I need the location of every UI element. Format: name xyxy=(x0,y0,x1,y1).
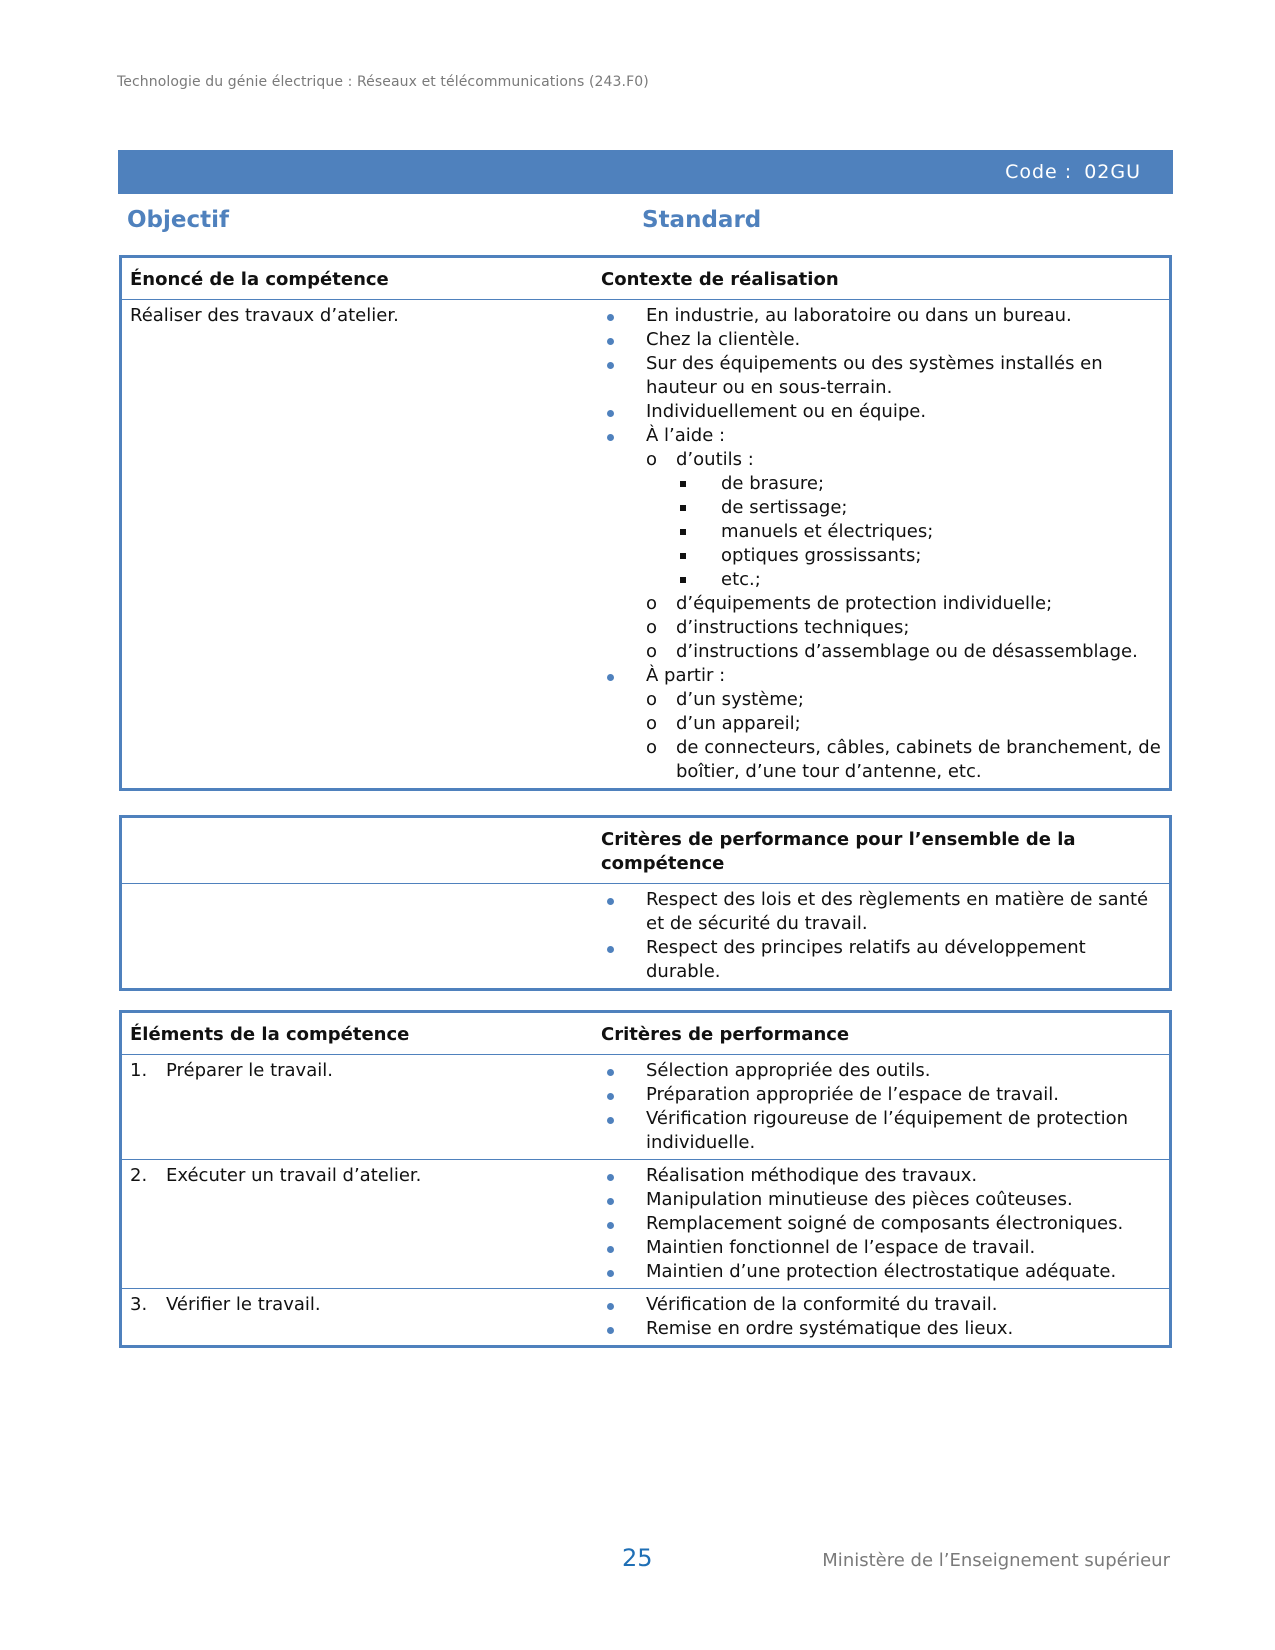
sublist-item: o d’un système; xyxy=(646,689,804,710)
empty-header-cell xyxy=(121,817,594,884)
sublist-item: o de connecteurs, câbles, cabinets de branchement, de boîtier, d’une tour d’antenne, etc. xyxy=(646,737,1161,782)
bullet-icon xyxy=(607,362,614,369)
column-header-criteres-ensemble: Critères de performance pour l’ensemble de la compétence xyxy=(593,817,1171,884)
list-item: En industrie, au laboratoire ou dans un bureau. xyxy=(601,304,1161,328)
criteres-cell xyxy=(593,1055,1171,1160)
list-item: Maintien d’une protection électrostatique adéquate. xyxy=(601,1260,1161,1284)
code-value: 02GU xyxy=(1084,161,1141,183)
competence-table xyxy=(119,255,1172,791)
table-row xyxy=(121,1160,1171,1289)
running-header: Technologie du génie électrique : Réseaux et télécommunications (243.F0) xyxy=(117,74,649,90)
code-label: Code : xyxy=(1005,161,1073,183)
circle-marker-icon: o xyxy=(646,737,658,758)
bullet-icon xyxy=(607,1069,614,1076)
bullet-icon xyxy=(607,434,614,441)
list-item: Manipulation minutieuse des pièces coûteuses. xyxy=(601,1188,1161,1212)
circle-marker-icon: o xyxy=(646,713,658,734)
table-row xyxy=(121,1289,1171,1347)
section-title-objectif: Objectif xyxy=(127,207,230,233)
bullet-icon xyxy=(607,1222,614,1229)
sublist-item: de sertissage; xyxy=(676,496,1161,520)
element-cell: 1. Préparer le travail. xyxy=(130,1060,333,1081)
table-header-row xyxy=(121,1012,1171,1055)
course-code xyxy=(993,161,1141,183)
circle-marker-icon: o xyxy=(646,449,658,470)
bullet-icon xyxy=(607,1198,614,1205)
contexte-cell xyxy=(593,300,1171,790)
aide-sublist xyxy=(646,448,1161,664)
list-item: Individuellement ou en équipe. xyxy=(601,400,1161,424)
bullet-icon xyxy=(607,898,614,905)
empty-cell xyxy=(121,884,594,990)
list-item: À l’aide : o d’outils : de brasure; de sertissage; manuels et électriques; optiques grossissants; etc.; o d’équipements de protection individuelle; o d’instructions techniques; o d’instructions d’assemblage ou de désassemblage. xyxy=(601,424,1161,664)
table-header-row xyxy=(121,257,1171,300)
bullet-icon xyxy=(607,1270,614,1277)
criteres-list xyxy=(601,888,1161,984)
list-item: Respect des principes relatifs au développement durable. xyxy=(601,936,1161,984)
sublist-item: o d’équipements de protection individuelle; xyxy=(646,593,1053,614)
bullet-icon xyxy=(607,410,614,417)
criteres-cell xyxy=(593,884,1171,990)
list-item: Sélection appropriée des outils. xyxy=(601,1059,1161,1083)
list-item: Vérification de la conformité du travail. xyxy=(601,1293,1161,1317)
square-bullet-icon xyxy=(680,481,686,487)
square-bullet-icon xyxy=(680,529,686,535)
sublist-item: o d’un appareil; xyxy=(646,713,801,734)
partir-sublist xyxy=(646,688,1161,784)
footer-organization: Ministère de l’Enseignement supérieur xyxy=(822,1550,1170,1571)
list-item: Réalisation méthodique des travaux. xyxy=(601,1164,1161,1188)
criteres-cell xyxy=(593,1160,1171,1289)
element-cell: 3. Vérifier le travail. xyxy=(121,1289,594,1347)
column-header-contexte: Contexte de réalisation xyxy=(593,257,1171,300)
square-bullet-icon xyxy=(680,505,686,511)
circle-marker-icon: o xyxy=(646,617,658,638)
table-header-row xyxy=(121,817,1171,884)
list-item: Respect des lois et des règlements en matière de santé et de sécurité du travail. xyxy=(601,888,1161,936)
circle-marker-icon: o xyxy=(646,689,658,710)
table-row xyxy=(121,1055,1171,1160)
list-item: Sur des équipements ou des systèmes installés en hauteur ou en sous-terrain. xyxy=(601,352,1161,400)
elements-table xyxy=(119,1010,1172,1348)
section-title-standard: Standard xyxy=(642,207,762,233)
bullet-icon xyxy=(607,1174,614,1181)
list-item: Chez la clientèle. xyxy=(601,328,1161,352)
bullet-icon xyxy=(607,338,614,345)
table-row xyxy=(121,300,1171,790)
criteres-list xyxy=(601,1293,1161,1341)
sublist-item: o d’instructions techniques; xyxy=(646,617,910,638)
criteres-list xyxy=(601,1059,1161,1155)
list-item: Remise en ordre systématique des lieux. xyxy=(601,1317,1161,1341)
contexte-list xyxy=(601,304,1161,784)
sublist-item: manuels et électriques; xyxy=(676,520,1161,544)
global-criteria-table xyxy=(119,815,1172,991)
list-item: Maintien fonctionnel de l’espace de travail. xyxy=(601,1236,1161,1260)
bullet-icon xyxy=(607,314,614,321)
code-banner xyxy=(118,150,1173,194)
list-item: Préparation appropriée de l’espace de travail. xyxy=(601,1083,1161,1107)
square-bullet-icon xyxy=(680,553,686,559)
bullet-icon xyxy=(607,1093,614,1100)
page-number: 25 xyxy=(622,1544,653,1572)
criteres-cell xyxy=(593,1289,1171,1347)
column-header-criteres: Critères de performance xyxy=(593,1012,1171,1055)
sublist-item: o d’instructions d’assemblage ou de désassemblage. xyxy=(646,641,1138,662)
list-item: Remplacement soigné de composants électroniques. xyxy=(601,1212,1161,1236)
bullet-icon xyxy=(607,946,614,953)
sublist-item: optiques grossissants; xyxy=(676,544,1161,568)
enonce-text: Réaliser des travaux d’atelier. xyxy=(130,305,399,326)
sublist-item: de brasure; xyxy=(676,472,1161,496)
square-bullet-icon xyxy=(680,577,686,583)
column-header-enonce: Énoncé de la compétence xyxy=(121,257,594,300)
bullet-icon xyxy=(607,1117,614,1124)
bullet-icon xyxy=(607,674,614,681)
circle-marker-icon: o xyxy=(646,593,658,614)
criteres-list xyxy=(601,1164,1161,1284)
list-item: À partir : o d’un système; o d’un appareil; o de connecteurs, câbles, cabinets de branchement, de boîtier, d’une tour d’antenne, etc. xyxy=(601,664,1161,784)
bullet-icon xyxy=(607,1303,614,1310)
column-header-elements: Éléments de la compétence xyxy=(121,1012,594,1055)
element-cell: 2. Exécuter un travail d’atelier. xyxy=(121,1160,594,1289)
list-item: Vérification rigoureuse de l’équipement de protection individuelle. xyxy=(601,1107,1161,1155)
sublist-item: o d’outils : de brasure; de sertissage; manuels et électriques; optiques grossissants; etc.; xyxy=(646,448,1161,592)
bullet-icon xyxy=(607,1246,614,1253)
sublist-item: etc.; xyxy=(676,568,1161,592)
bullet-icon xyxy=(607,1327,614,1334)
outils-sublist xyxy=(676,472,1161,592)
circle-marker-icon: o xyxy=(646,641,658,662)
table-row xyxy=(121,884,1171,990)
